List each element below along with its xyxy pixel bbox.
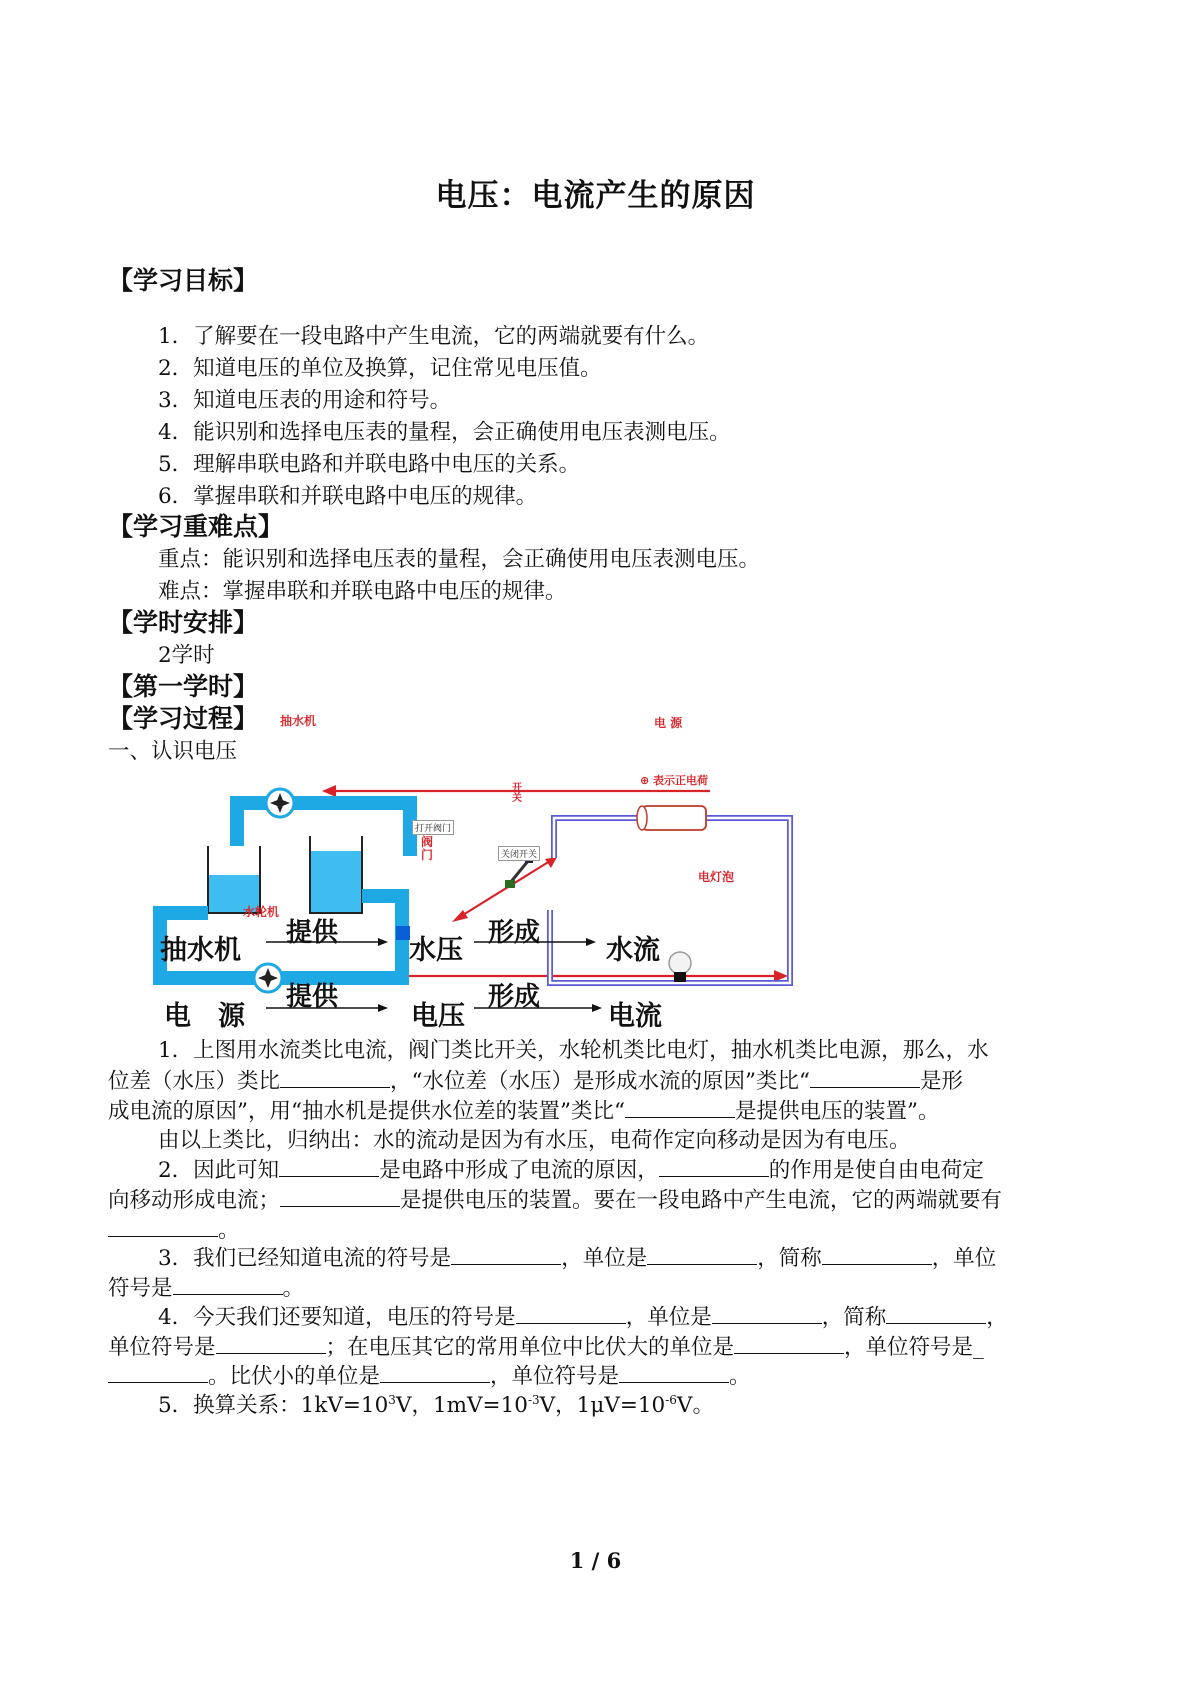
time-heading: 【学时安排】 [108,608,259,637]
q4-text: ， [986,1305,1008,1330]
label-open-valve: 打开阀门 [412,820,454,835]
key-heading: 【学习重难点】 [108,512,284,541]
q3-text: ，单位是 [561,1246,648,1271]
q1-blank-3[interactable] [625,1097,735,1118]
difficult-point: 难点：掌握串联和并联电路中电压的规律。 [158,579,567,604]
q2-text: 是提供电压的装置。要在一段电路中产生电流，它的两端就要有 [400,1188,1003,1213]
q5-text: 5．换算关系：1kV=10 [158,1393,389,1418]
q4-text: ，简称 [821,1305,887,1330]
q3-blank-4[interactable] [173,1274,283,1295]
label-valve: 阀门 [421,835,434,862]
q1-line2 [108,1067,963,1096]
label-turbine: 水轮机 [243,905,280,919]
q1-line1: 1．上图用水流类比电流，阀门类比开关，水轮机类比电灯，抽水机类比电源，那么，水 [158,1038,989,1063]
q4-line2 [108,1333,984,1362]
q3-text: 。 [282,1276,305,1301]
q4-text: ，单位符号是_ [844,1335,984,1360]
q3-blank-1[interactable] [451,1244,561,1265]
q3-text: 3．我们已经知道电流的符号是 [158,1246,452,1271]
flow2-arrow2-label: 形成 [488,982,541,1012]
q4-text: ，单位符号是 [490,1364,620,1389]
q4-text: ；在电压其它的常用单位中比伏大的单位是 [325,1335,735,1360]
q2-blank-1[interactable] [279,1156,379,1177]
q5-text: V，1mV=10 [395,1393,528,1418]
label-bulb: 电灯泡 [698,870,735,884]
q5-text: V，1μV=10 [539,1393,666,1418]
q2-blank-3[interactable] [280,1186,400,1207]
flow2-result: 电流 [608,1001,662,1032]
first-period-heading: 【第一学时】 [108,672,259,701]
q4-blank-7[interactable] [380,1362,490,1383]
q1-blank-1[interactable] [280,1067,390,1088]
q4-blank-2[interactable] [712,1303,822,1324]
q1-text: 成电流的原因”，用“抽水机是提供水位差的装置”类比“ [108,1099,625,1124]
q4-line1 [158,1303,1008,1332]
goal-item: 2．知道电压的单位及换算，记住常见电压值。 [158,356,602,381]
flow1-arrow1 [266,936,390,948]
label-pump: 抽水机 [280,714,317,728]
key-point: 重点：能识别和选择电压表的量程，会正确使用电压表测电压。 [158,547,761,572]
q5-exponent: 3 [388,1392,396,1407]
q2-line2 [108,1186,1002,1215]
flow2-arrow1 [266,1002,390,1014]
q4-line3 [108,1362,751,1391]
flow2-middle: 电压 [411,1001,465,1032]
q4-blank-3[interactable] [886,1303,986,1324]
time-value: 2学时 [158,643,215,668]
q5-text: V。 [676,1393,714,1418]
q3-blank-2[interactable] [647,1244,757,1265]
q1-text: 是形 [920,1069,964,1094]
goal-item: 5．理解串联电路和并联电路中电压的关系。 [158,452,581,477]
q4-blank-4[interactable] [216,1333,326,1354]
q2-text: 向移动形成电流； [108,1188,281,1213]
q4-blank-8[interactable] [619,1362,729,1383]
q2-text: 。 [218,1218,240,1243]
q4-text: 4．今天我们还要知道，电压的符号是 [158,1305,516,1330]
q4-blank-6[interactable] [108,1362,208,1383]
q1-line3 [108,1097,939,1126]
goal-item: 6．掌握串联和并联电路中电压的规律。 [158,484,538,509]
q4-text: ，单位是 [625,1305,712,1330]
q2-text: 2．因此可知 [158,1158,280,1183]
flow1-arrow2-label: 形成 [488,918,541,948]
q3-text: ，简称 [757,1246,822,1271]
page-title: 电压：电流产生的原因 [435,178,756,214]
q5-exponent: -3 [527,1392,540,1407]
goal-item: 4．能识别和选择电压表的量程，会正确使用电压表测电压。 [158,420,731,445]
flow1-middle: 水压 [409,935,463,966]
label-close-switch: 关闭开关 [498,846,540,861]
flow2-arrow1-label: 提供 [286,982,339,1012]
q3-line1 [158,1244,996,1273]
q3-blank-3[interactable] [822,1244,932,1265]
q1-text: 位差（水压）类比 [108,1069,281,1094]
label-positive-charge: ⊕ 表示正电荷 [640,774,709,787]
process-heading: 【学习过程】 [108,704,259,733]
q1-blank-2[interactable] [810,1067,920,1088]
flow1-arrow2 [474,936,598,948]
q5-conversion [158,1392,714,1420]
q2-line3 [108,1216,240,1245]
part1-title: 一、认识电压 [108,739,238,764]
flow1-arrow1-label: 提供 [286,918,339,948]
page-number: 1 / 6 [569,1548,622,1573]
q4-blank-5[interactable] [734,1333,844,1354]
label-switch: 开关 [512,783,522,804]
goal-item: 3．知道电压表的用途和符号。 [158,388,452,413]
flow2-arrow2 [474,1002,604,1014]
q1-text: ，“水位差（水压）是形成水流的原因”类比“ [390,1069,810,1094]
q5-exponent: -6 [665,1392,677,1407]
q4-text: 。比伏小的单位是 [208,1364,381,1389]
q1-summary: 由以上类比，归纳出：水的流动是因为有水压，电荷作定向移动是因为有电压。 [158,1128,911,1153]
q4-blank-1[interactable] [516,1303,626,1324]
goal-item: 1．了解要在一段电路中产生电流，它的两端就要有什么。 [158,324,710,349]
q4-text: 。 [729,1364,751,1389]
q3-line2 [108,1274,304,1303]
q2-blank-2[interactable] [659,1156,769,1177]
flow2-source: 电 源 [164,1001,245,1032]
goals-heading: 【学习目标】 [108,266,259,295]
q2-text: 的作用是使自由电荷定 [768,1158,984,1183]
q2-blank-4[interactable] [108,1216,218,1237]
q2-text: 是电路中形成了电流的原因， [379,1158,659,1183]
flow1-result: 水流 [606,935,660,966]
label-power: 电 源 [654,716,683,730]
q1-text: 是提供电压的装置”。 [734,1099,940,1124]
q3-text: 符号是 [108,1276,173,1301]
q2-line1 [158,1156,984,1185]
flow1-source: 抽水机 [160,935,241,966]
q3-text: ，单位 [931,1246,997,1271]
q4-text: 单位符号是 [108,1335,216,1360]
